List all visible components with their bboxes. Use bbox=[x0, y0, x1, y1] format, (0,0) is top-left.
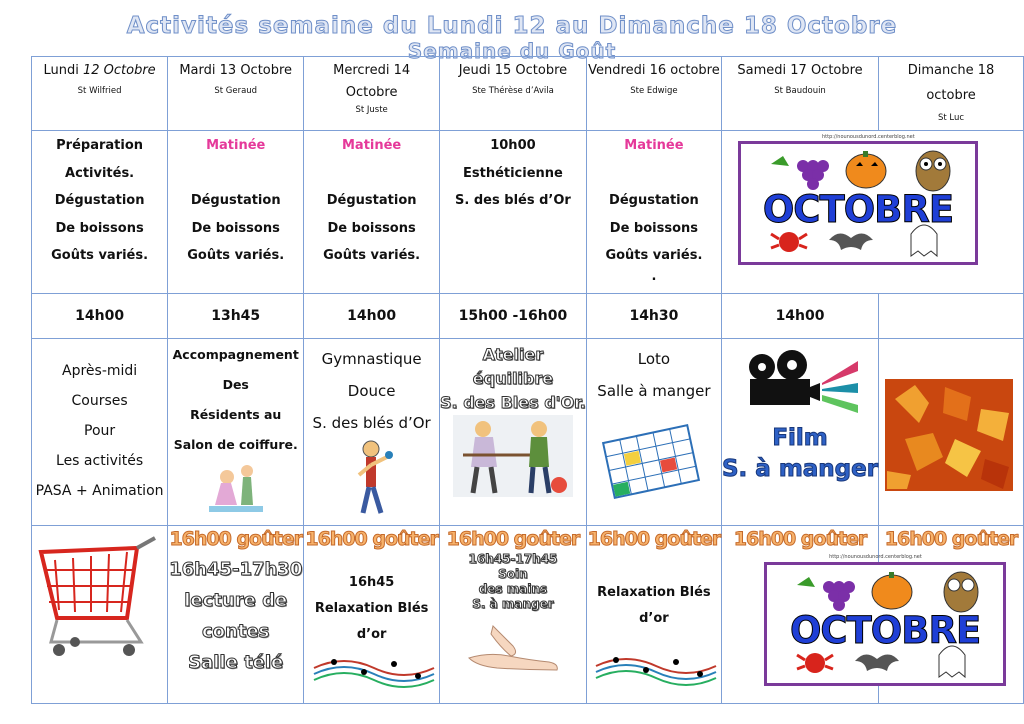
saint-name: Ste Edwige bbox=[630, 86, 678, 96]
spider-icon bbox=[771, 232, 807, 252]
activity-line: Film bbox=[772, 425, 828, 451]
activity-line: . bbox=[651, 268, 657, 284]
activity-line: S. des blés d’Or bbox=[312, 414, 431, 432]
day-header-saturday bbox=[721, 57, 878, 131]
afternoon-sunday bbox=[879, 339, 1024, 526]
activity-line: Dégustation bbox=[54, 193, 145, 208]
activity-line: Dégustation bbox=[326, 193, 417, 208]
schedule-table bbox=[31, 56, 1024, 704]
morning-thursday bbox=[440, 131, 587, 294]
activity-time: 16h45 bbox=[348, 575, 395, 590]
activity-line: De boissons bbox=[609, 220, 699, 236]
octobre-illustration-bottom bbox=[764, 562, 1006, 686]
film-camera-icon bbox=[740, 349, 860, 409]
grapes-icon bbox=[771, 156, 829, 190]
hours-row bbox=[32, 294, 1024, 339]
image-source: http://nounousdunord.centerblog.net bbox=[829, 554, 922, 560]
day-header-sunday bbox=[879, 57, 1024, 131]
afternoon-saturday bbox=[721, 339, 878, 526]
autumn-leaves-image bbox=[885, 379, 1013, 491]
activity-time: 16h45-17h30 bbox=[169, 559, 303, 580]
snack-row bbox=[32, 526, 1024, 704]
matinee-label: Matinée bbox=[206, 138, 266, 153]
bat-icon bbox=[829, 233, 873, 250]
activity-line: Relaxation Blés d’or bbox=[597, 585, 711, 626]
hour-tuesday: 13h45 bbox=[168, 294, 304, 339]
gouter-label: 16h00 goûter bbox=[884, 528, 1018, 550]
activity-line: Dégustation bbox=[190, 193, 281, 208]
activity-line: équilibre bbox=[472, 369, 554, 388]
activity-line: Dégustation bbox=[609, 193, 699, 208]
activity-line: De boissons bbox=[327, 220, 416, 236]
activity-location: Salle télé bbox=[188, 652, 284, 673]
gymnast-illustration bbox=[347, 439, 397, 517]
activity-line: Accompagnement bbox=[172, 347, 299, 362]
activity-location: S. des blés d’Or bbox=[455, 193, 571, 208]
day-name-line2: Octobre bbox=[345, 85, 398, 100]
owl-icon bbox=[916, 151, 950, 191]
page-subtitle: Semaine du Goût bbox=[407, 39, 617, 63]
gouter-label: 16h00 goûter bbox=[587, 528, 721, 550]
activity-line: Gymnastique bbox=[321, 350, 422, 368]
activity-line: Les activités bbox=[56, 453, 144, 469]
gouter-label: 16h00 goûter bbox=[733, 528, 867, 550]
day-header-wednesday bbox=[304, 57, 440, 131]
hairdresser-illustration bbox=[201, 461, 271, 521]
activity-time: 16h45-17h45 bbox=[468, 552, 558, 566]
afternoon-tuesday bbox=[168, 339, 304, 526]
snack-friday bbox=[586, 526, 721, 704]
snack-thursday bbox=[440, 526, 587, 704]
activity-line: De boissons bbox=[55, 220, 144, 236]
activity-line: Douce bbox=[347, 382, 396, 400]
morning-tuesday bbox=[168, 131, 304, 294]
saint-name: St Juste bbox=[355, 105, 388, 115]
activity-line: Salon de coiffure. bbox=[173, 437, 298, 452]
grapes-icon bbox=[797, 577, 855, 611]
loto-cards-illustration bbox=[599, 421, 709, 511]
activity-location: S. des Bles d'Or. bbox=[440, 393, 586, 412]
activity-line: Soin bbox=[498, 567, 528, 581]
activity-line bbox=[168, 160, 303, 188]
header-row bbox=[32, 57, 1024, 131]
activity-line: Courses bbox=[71, 393, 128, 409]
hour-friday: 14h30 bbox=[586, 294, 721, 339]
day-header-thursday bbox=[440, 57, 587, 131]
morning-row bbox=[32, 131, 1024, 294]
day-header-monday bbox=[32, 57, 168, 131]
afternoon-thursday bbox=[440, 339, 587, 526]
day-name: Jeudi 15 Octobre bbox=[458, 63, 568, 78]
music-notes-illustration bbox=[310, 648, 434, 688]
hour-monday: 14h00 bbox=[32, 294, 168, 339]
activity-line: Goûts variés. bbox=[187, 248, 285, 263]
day-date: 12 Octobre bbox=[82, 63, 156, 78]
balance-workshop-illustration bbox=[453, 415, 573, 497]
saint-name: St Geraud bbox=[214, 86, 258, 96]
matinee-label: Matinée bbox=[624, 138, 684, 153]
day-header-friday bbox=[586, 57, 721, 131]
activity-location: S. à manger bbox=[721, 456, 879, 482]
snack-monday bbox=[32, 526, 168, 704]
afternoon-row bbox=[32, 339, 1024, 526]
saint-name: St Luc bbox=[938, 113, 965, 123]
gouter-label: 16h00 goûter bbox=[305, 528, 438, 550]
octobre-word: OCTOBRE bbox=[762, 188, 954, 231]
snack-sunday bbox=[789, 526, 1024, 704]
activity-location: S. à manger bbox=[472, 597, 554, 611]
gouter-label: 16h00 goûter bbox=[446, 528, 580, 550]
morning-wednesday bbox=[304, 131, 440, 294]
octobre-card-cell-top bbox=[721, 131, 1023, 294]
activity-line: Loto bbox=[637, 350, 671, 368]
activity-line: Goûts variés. bbox=[51, 248, 149, 263]
matinee-label: Matinée bbox=[341, 138, 402, 153]
pumpkin-icon bbox=[872, 572, 912, 609]
page-title: Activités semaine du Lundi 12 au Dimanche 18 Octobre bbox=[126, 13, 898, 39]
music-notes-illustration bbox=[592, 646, 716, 686]
image-source: http://nounousdunord.centerblog.net bbox=[821, 134, 915, 140]
activity-line: des mains bbox=[478, 582, 548, 596]
afternoon-wednesday bbox=[304, 339, 440, 526]
day-name-line2: octobre bbox=[926, 88, 976, 103]
bat-icon bbox=[855, 654, 899, 671]
activity-line: contes bbox=[202, 621, 270, 642]
saint-name: St Baudouin bbox=[774, 86, 826, 96]
activity-line: Résidents au bbox=[190, 407, 282, 422]
morning-monday bbox=[32, 131, 168, 294]
afternoon-monday bbox=[32, 339, 168, 526]
day-name: Dimanche 18 bbox=[907, 63, 995, 78]
spider-icon bbox=[797, 653, 833, 673]
octobre-word: OCTOBRE bbox=[789, 609, 981, 652]
saint-name: St Wilfried bbox=[77, 86, 122, 96]
hour-wednesday: 14h00 bbox=[304, 294, 440, 339]
activity-line: Préparation bbox=[56, 138, 144, 153]
activity-line: Après-midi bbox=[62, 363, 138, 379]
activity-line: De boissons bbox=[191, 220, 280, 236]
activity-line: Salle à manger bbox=[597, 382, 711, 400]
activity-line: Activités. bbox=[65, 165, 135, 181]
activity-line: PASA + Animation bbox=[35, 483, 164, 499]
activity-line: Relaxation Blés d’or bbox=[314, 601, 429, 642]
day-header-tuesday bbox=[168, 57, 304, 131]
snack-tuesday bbox=[168, 526, 304, 704]
activity-line: Goûts variés. bbox=[323, 248, 421, 263]
hour-thursday: 15h00 -16h00 bbox=[440, 294, 587, 339]
morning-friday bbox=[586, 131, 721, 294]
saint-name: Ste Thérèse d’Avila bbox=[472, 86, 554, 96]
activity-line bbox=[587, 160, 721, 188]
hour-sunday bbox=[879, 294, 1024, 339]
gouter-label: 16h00 goûter bbox=[169, 528, 302, 550]
activity-line: lecture de bbox=[184, 590, 288, 611]
activity-time: 10h00 bbox=[490, 138, 536, 153]
activity-line: Esthéticienne bbox=[462, 165, 563, 181]
owl-icon bbox=[944, 572, 978, 612]
day-name: Samedi 17 Octobre bbox=[737, 63, 863, 78]
hour-saturday: 14h00 bbox=[721, 294, 878, 339]
activity-line: Atelier bbox=[482, 345, 544, 364]
activity-line bbox=[304, 160, 439, 188]
day-name: Vendredi 16 octobre bbox=[588, 63, 720, 78]
day-name: Lundi bbox=[43, 63, 83, 78]
hands-care-illustration bbox=[463, 618, 563, 678]
pumpkin-icon bbox=[846, 151, 886, 188]
activity-line: Pour bbox=[84, 423, 116, 439]
activity-line: Des bbox=[222, 377, 249, 392]
afternoon-friday bbox=[586, 339, 721, 526]
shopping-cart-icon bbox=[35, 530, 165, 670]
day-name: Mardi 13 Octobre bbox=[179, 63, 293, 78]
octobre-illustration bbox=[738, 141, 978, 265]
day-name: Mercredi 14 bbox=[333, 63, 411, 78]
snack-wednesday bbox=[304, 526, 440, 704]
activity-line: Goûts variés. bbox=[605, 248, 703, 263]
